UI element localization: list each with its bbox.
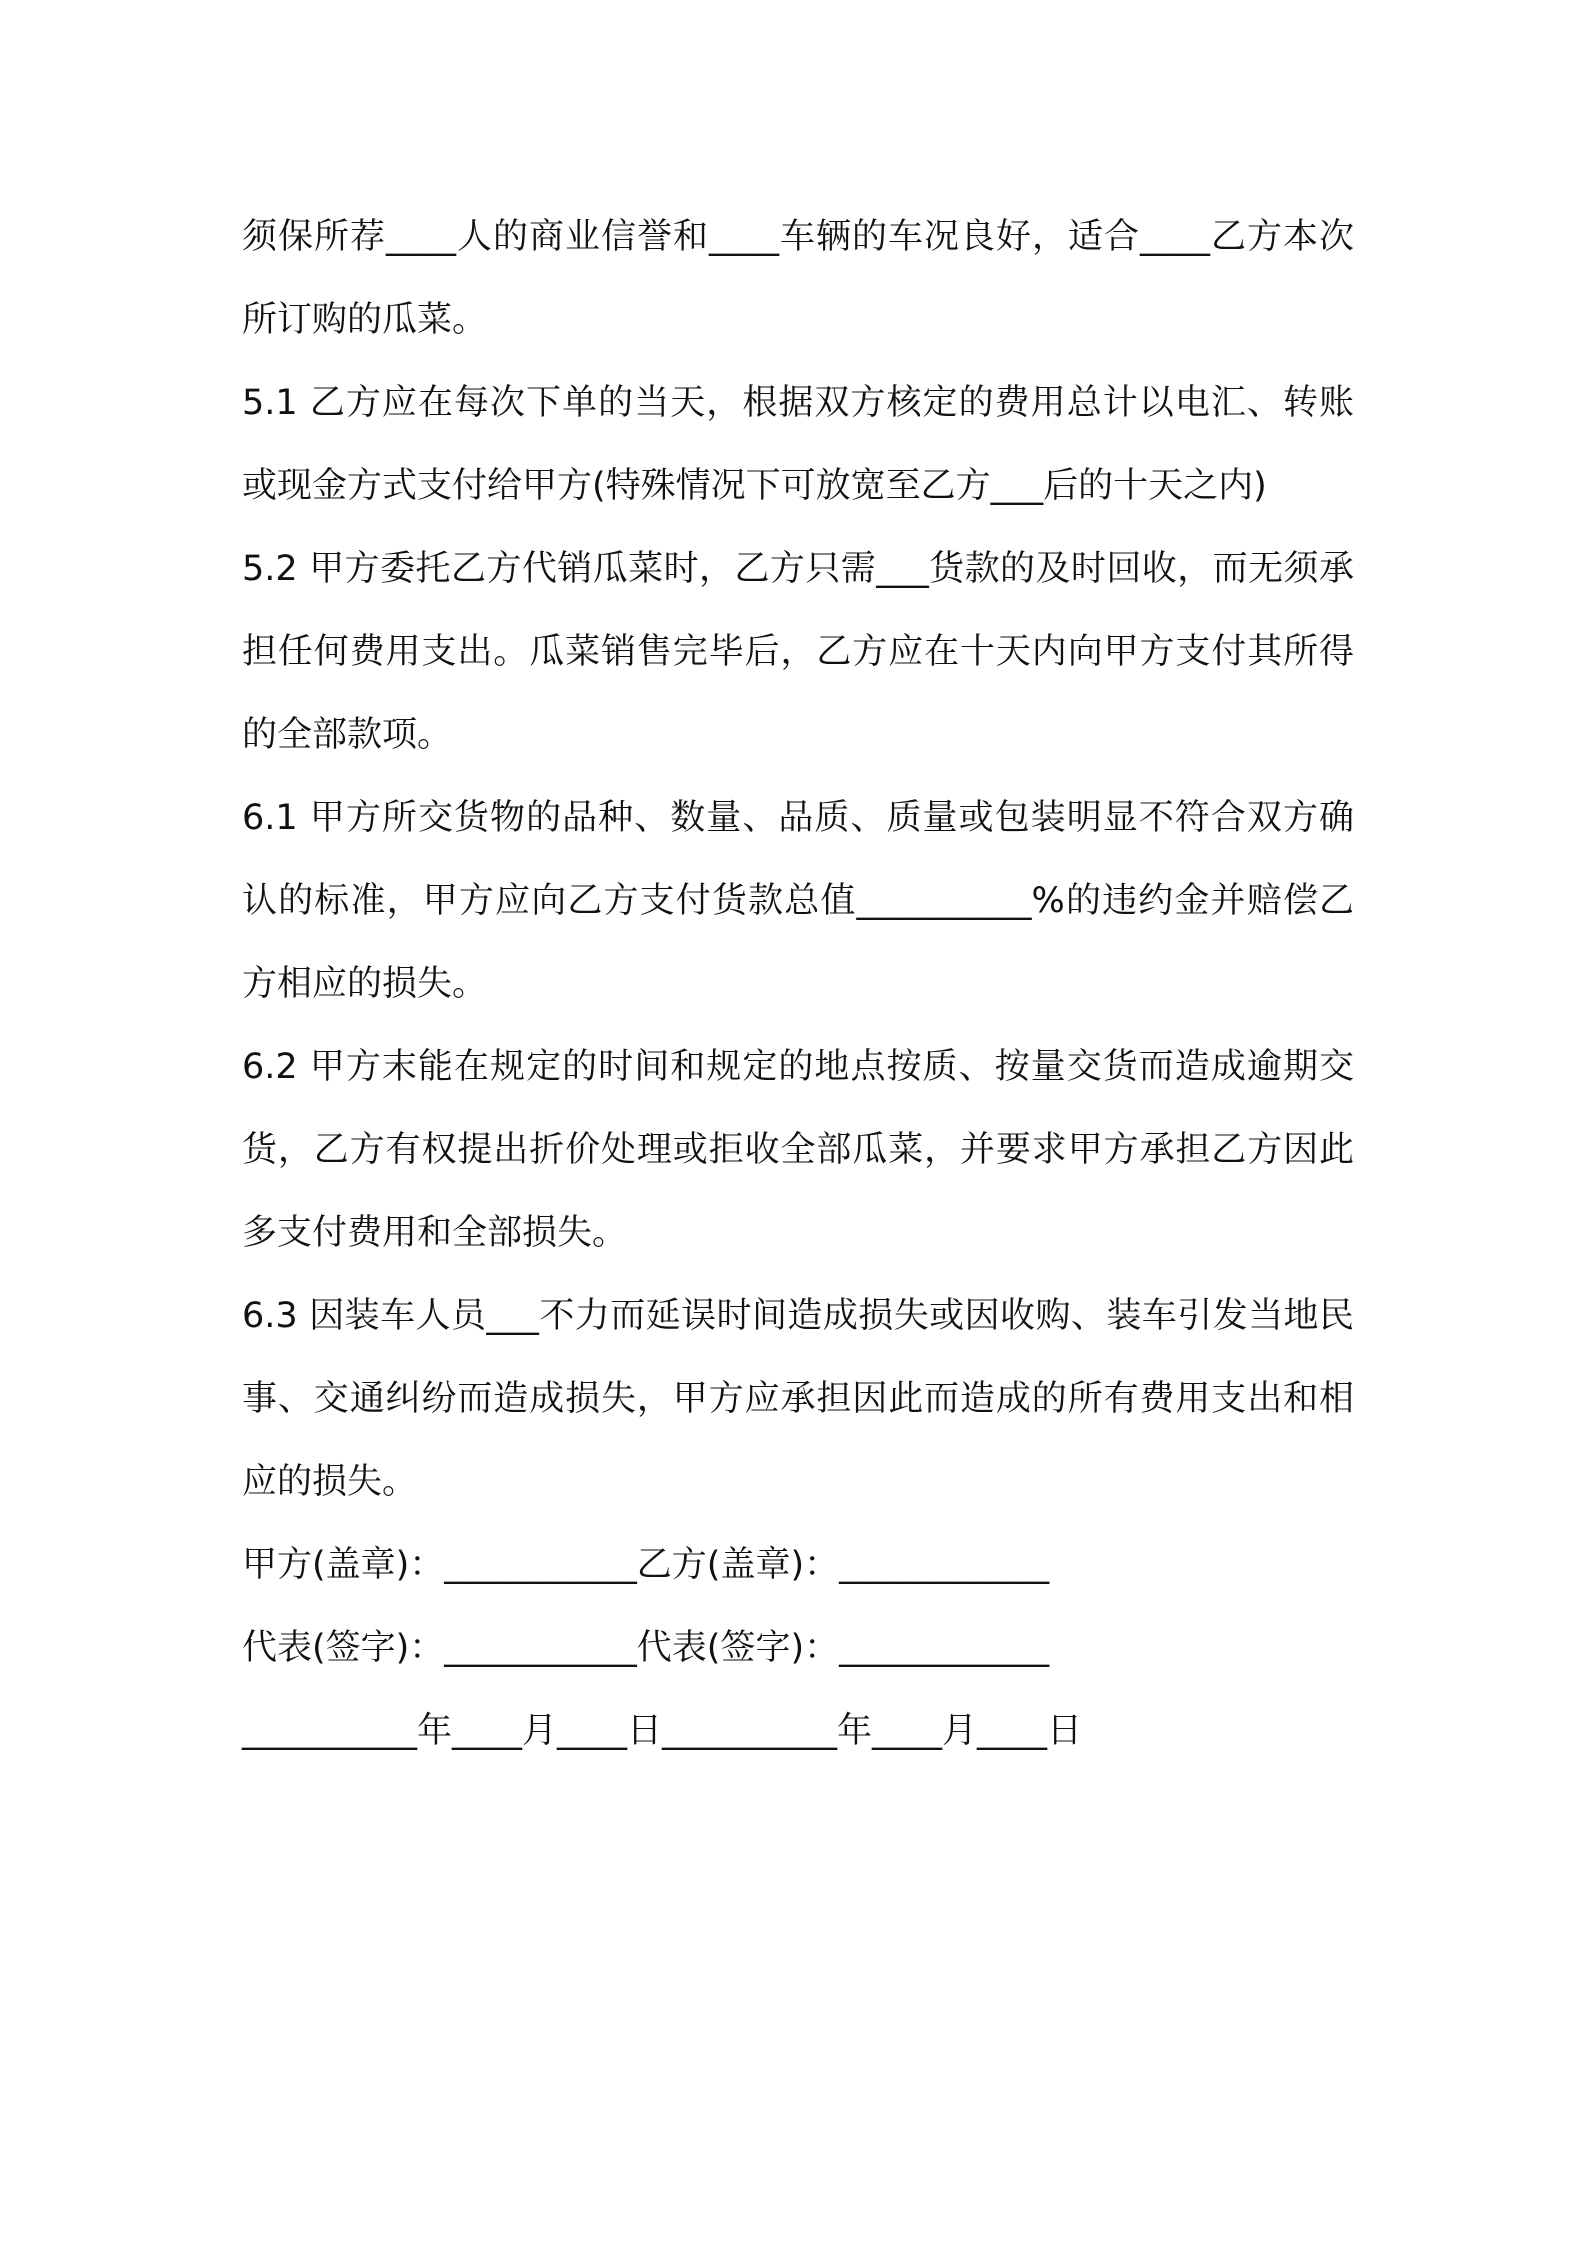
document-page: [242, 196, 1354, 1773]
signature-party-seal-line: 甲方(盖章)：___________乙方(盖章)：____________: [242, 1545, 1050, 1585]
paragraph-6-1: 6.1 甲方所交货物的品种、数量、品质、质量或包装明显不符合双方确认的标准，甲方应向乙方支付货款总值__________%的违约金并赔偿乙方相应的损失。: [242, 798, 1354, 1004]
paragraph-5-2: 5.2 甲方委托乙方代销瓜菜时，乙方只需___货款的及时回收，而无须承担任何费用支出。瓜菜销售完毕后，乙方应在十天内向甲方支付其所得的全部款项。: [242, 549, 1354, 755]
signature-block: [242, 1524, 1354, 1773]
paragraph-6-2: 6.2 甲方末能在规定的时间和规定的地点按质、按量交货而造成逾期交货，乙方有权提出折价处理或拒收全部瓜菜，并要求甲方承担乙方因此多支付费用和全部损失。: [242, 1047, 1354, 1253]
paragraph-intro: 须保所荐____人的商业信誉和____车辆的车况良好，适合____乙方本次所订购的瓜菜。: [242, 217, 1354, 340]
paragraph-5-1: 5.1 乙方应在每次下单的当天，根据双方核定的费用总计以电汇、转账或现金方式支付给甲方(特殊情况下可放宽至乙方___后的十天之内): [242, 383, 1354, 506]
paragraph-6-3: 6.3 因装车人员___不力而延误时间造成损失或因收购、装车引发当地民事、交通纠纷而造成损失，甲方应承担因此而造成的所有费用支出和相应的损失。: [242, 1296, 1354, 1502]
signature-representative-line: 代表(签字)：___________代表(签字)：____________: [242, 1628, 1050, 1668]
signature-date-line: __________年____月____日__________年____月____日: [242, 1711, 1083, 1751]
